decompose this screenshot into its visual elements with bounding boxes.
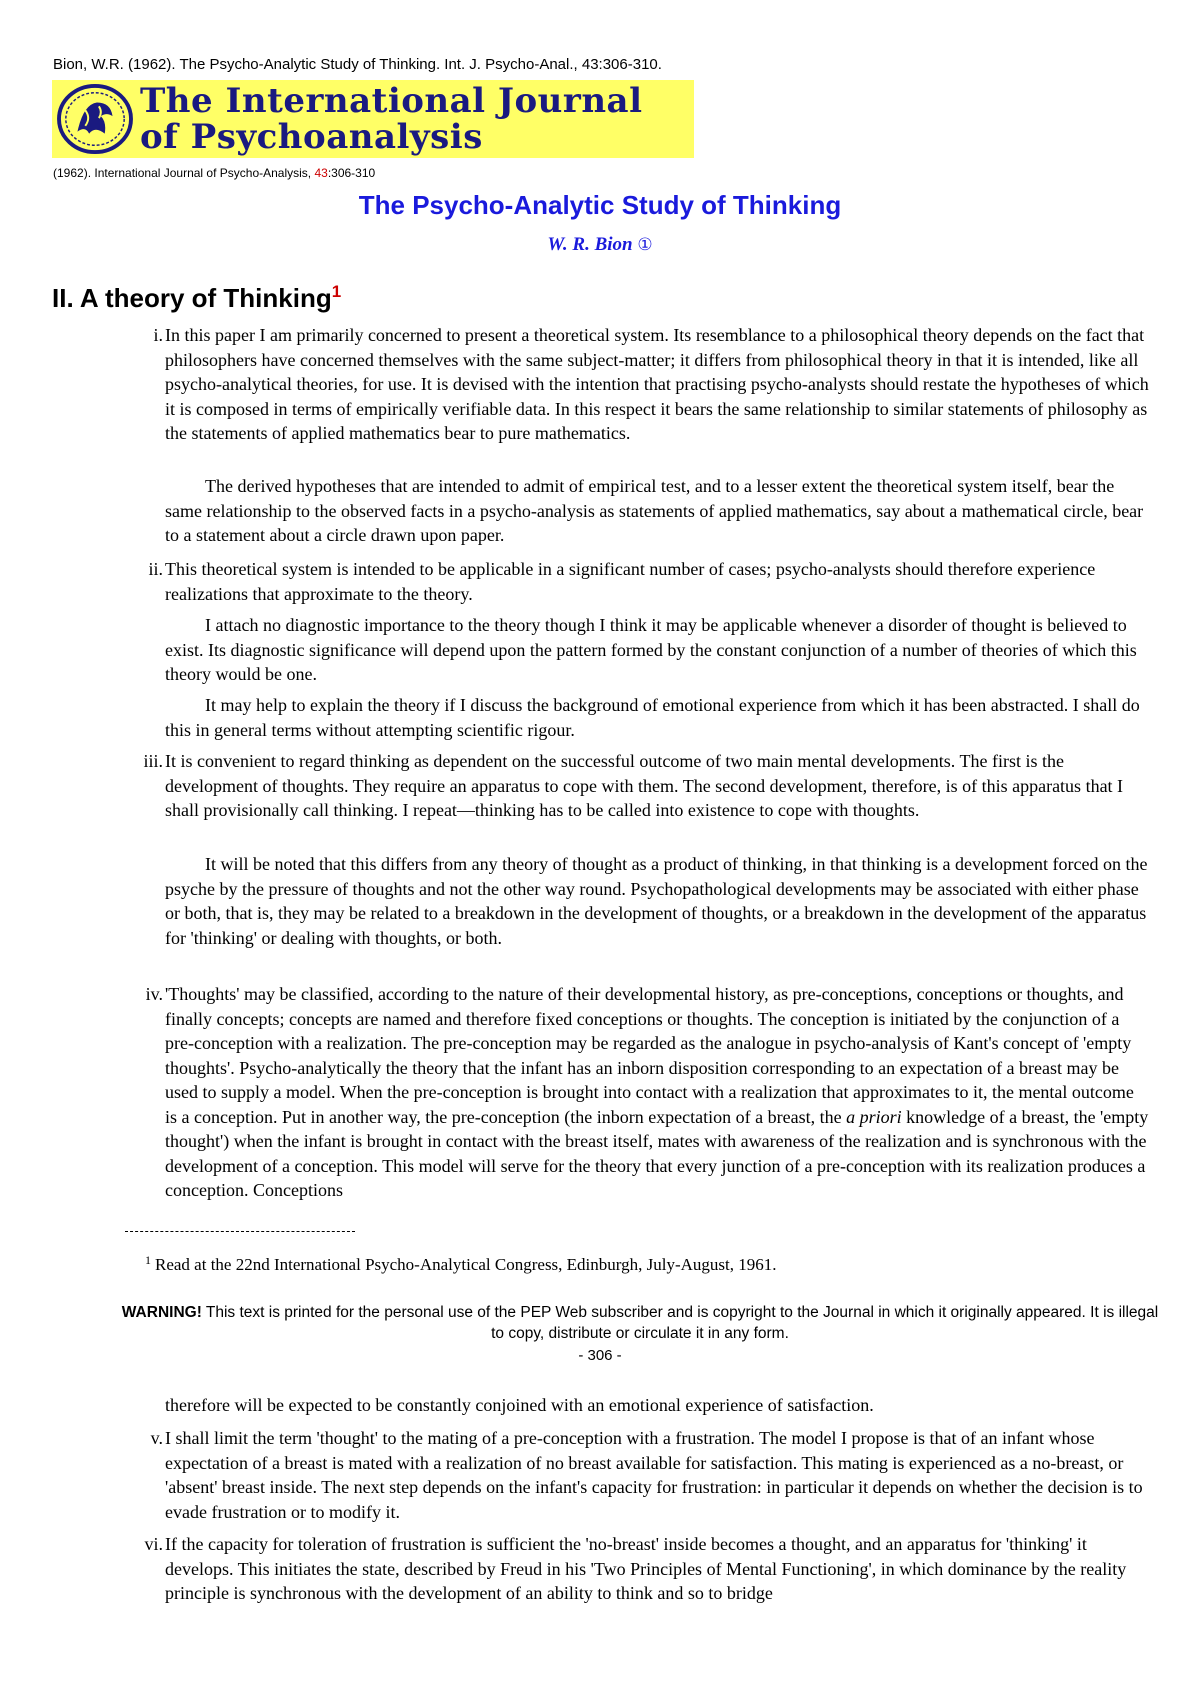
- journal-citation-line: [53, 166, 375, 180]
- paragraph-text: [165, 984, 1148, 1200]
- paragraph-text-a: 'Thoughts' may be classified, according to the nature of their developmental history, as pre-conceptions, conceptions or thoughts, and finally concepts; concepts are named and therefore fixed conceptions or thoughts. The conception is initiated by the conjunction of a pre-conception with a realization. The pre-conception may be regarded as the analogue in psycho-analysis of Kant's concept of 'empty thoughts'. Psycho-analytically the theory that the infant has an inborn disposition corresponding to an expectation of a breast may be used to supply a model. When the pre-conception is brought into contact with a realization that approximates to it, the mental outcome is a conception. Put in another way, the pre-conception (the inborn expectation of a breast, the: [165, 984, 1134, 1127]
- paragraph-vi: [144, 1532, 1150, 1606]
- footnote-divider: [125, 1231, 355, 1232]
- journal-title-line2: of Psychoanalysis: [140, 117, 483, 157]
- italic-term: a priori: [846, 1106, 902, 1127]
- document-citation: Bion, W.R. (1962). The Psycho-Analytic Study of Thinking. Int. J. Psycho-Anal., 43:306-310.: [53, 56, 662, 73]
- author-line: [0, 234, 1200, 256]
- copyright-warning: [120, 1302, 1160, 1344]
- section-heading-text: II. A theory of Thinking: [52, 283, 332, 313]
- paragraph-number: iv.: [145, 984, 163, 1004]
- paragraph-iii: [143, 749, 1150, 823]
- warning-text: This text is printed for the personal use of the PEP Web subscriber and is copyright to the Journal in which it originally appeared. It is illegal to copy, distribute or circulate it in any form.: [201, 1304, 1159, 1342]
- paragraph-text: If the capacity for toleration of frustration is sufficient the 'no-breast' inside becomes a thought, and an apparatus for 'thinking' it develops. This initiates the state, described by Freud in his 'Two Principles of Mental Functioning', in which dominance by the reality principle is synchronous with the development of an ability to think and so to bridge: [165, 1534, 1127, 1603]
- paragraph-iv: [145, 982, 1150, 1203]
- footnote-marker: 1: [145, 1253, 151, 1267]
- journal-logo-icon: [56, 83, 134, 155]
- paragraph-ii: [148, 557, 1150, 606]
- paragraph-i: [153, 323, 1150, 446]
- journal-banner[interactable]: [52, 80, 694, 158]
- warning-label: WARNING!: [121, 1304, 202, 1321]
- paragraph-text: It is convenient to regard thinking as dependent on the successful outcome of two main mental developments. The first is the development of thoughts. They require an apparatus to cope with them. The second development, therefore, is of this apparatus that I shall provisionally call thinking. I repeat—thinking has to be called into existence to cope with thoughts.: [165, 751, 1124, 820]
- paragraph-number: i.: [153, 325, 163, 345]
- footnote-link[interactable]: 1: [331, 282, 342, 301]
- page-number: - 306 -: [578, 1347, 622, 1364]
- paragraph-number: ii.: [148, 559, 163, 579]
- paragraph-i-cont: The derived hypotheses that are intended to admit of empirical test, and to a lesser extent the theoretical system itself, bear the same relationship to the observed facts in a psycho-analysis as statements of applied mathematics, say about a mathematical circle, bear to a statement about a circle drawn upon paper.: [165, 476, 1144, 545]
- paragraph-number: iii.: [143, 751, 163, 771]
- paragraph-number: vi.: [144, 1534, 163, 1554]
- footnote-text: Read at the 22nd International Psycho-Analytical Congress, Edinburgh, July-August, 1961.: [155, 1255, 777, 1274]
- section-heading: [52, 282, 341, 314]
- paragraph-v: [150, 1426, 1150, 1524]
- volume-link[interactable]: 43: [314, 166, 328, 180]
- paragraph-text: This theoretical system is intended to be applicable in a significant number of cases; psycho-analysts should therefore experience realizations that approximate to the theory.: [165, 559, 1096, 604]
- paragraph-iii-cont: It will be noted that this differs from any theory of thought as a product of thinking, in that thinking is a development forced on the psyche by the pressure of thoughts and not the other way round. Psychopathological developments may be associated with either phase or both, that is, they may be related to a breakdown in the development of thoughts, or a breakdown in the development of the apparatus for 'thinking' or dealing with thoughts, or both.: [165, 854, 1148, 948]
- author-name[interactable]: W. R. Bion: [547, 234, 633, 255]
- citation-pages: :306-310: [327, 166, 376, 180]
- paragraph-text: I shall limit the term 'thought' to the mating of a pre-conception with a frustration. The model I propose is that of an infant whose expectation of a breast is mated with a realization of no breast available for satisfaction. This mating is experienced as a no-breast, or 'absent' breast inside. The next step depends on the infant's capacity for frustration: in particular it depends on whether the decision is to evade frustration or to modify it.: [165, 1428, 1143, 1522]
- article-title: The Psycho-Analytic Study of Thinking: [358, 190, 842, 220]
- paragraph-ii-cont: I attach no diagnostic importance to the theory though I think it may be applicable whenever a disorder of thought is believed to exist. Its diagnostic significance will depend upon the pattern formed by the constant conjunction of a number of theories of which this theory would be one.: [165, 615, 1137, 684]
- paragraph-ii-cont2: It may help to explain the theory if I discuss the background of emotional experience from which it has been abstracted. I shall do this in general terms without attempting scientific rigour.: [165, 695, 1140, 740]
- paragraph-number: v.: [150, 1428, 163, 1448]
- paragraph-text-b: knowledge of a breast, the 'empty thought') when the infant is brought in contact with the breast itself, mates with awareness of the realization and is synchronous with the development of a conception. This model will serve for the theory that every junction of a pre-conception with its realization produces a conception. Conceptions: [165, 1106, 1149, 1200]
- paragraph-text: In this paper I am primarily concerned to present a theoretical system. Its resemblance to a philosophical theory depends on the fact that philosophers have concerned themselves with the same subject-matter; it differs from philosophical theory in that it is intended, like all psycho-analytical theories, for use. It is devised with the intention that practising psycho-analysts should restate the hypotheses of which it is composed in terms of empirically verifiable data. In this respect it bears the same relationship to similar statements of philosophy as the statements of applied mathematics bear to pure mathematics.: [165, 325, 1149, 443]
- paragraph-iv-cont: therefore will be expected to be constantly conjoined with an emotional experience of satisfaction.: [165, 1395, 874, 1415]
- author-info-icon[interactable]: ①: [637, 235, 653, 254]
- journal-title-line1: The International Journal: [140, 81, 643, 121]
- footnote: [145, 1253, 777, 1275]
- citation-prefix: (1962). International Journal of Psycho-Analysis,: [53, 166, 315, 180]
- journal-title: [140, 83, 642, 155]
